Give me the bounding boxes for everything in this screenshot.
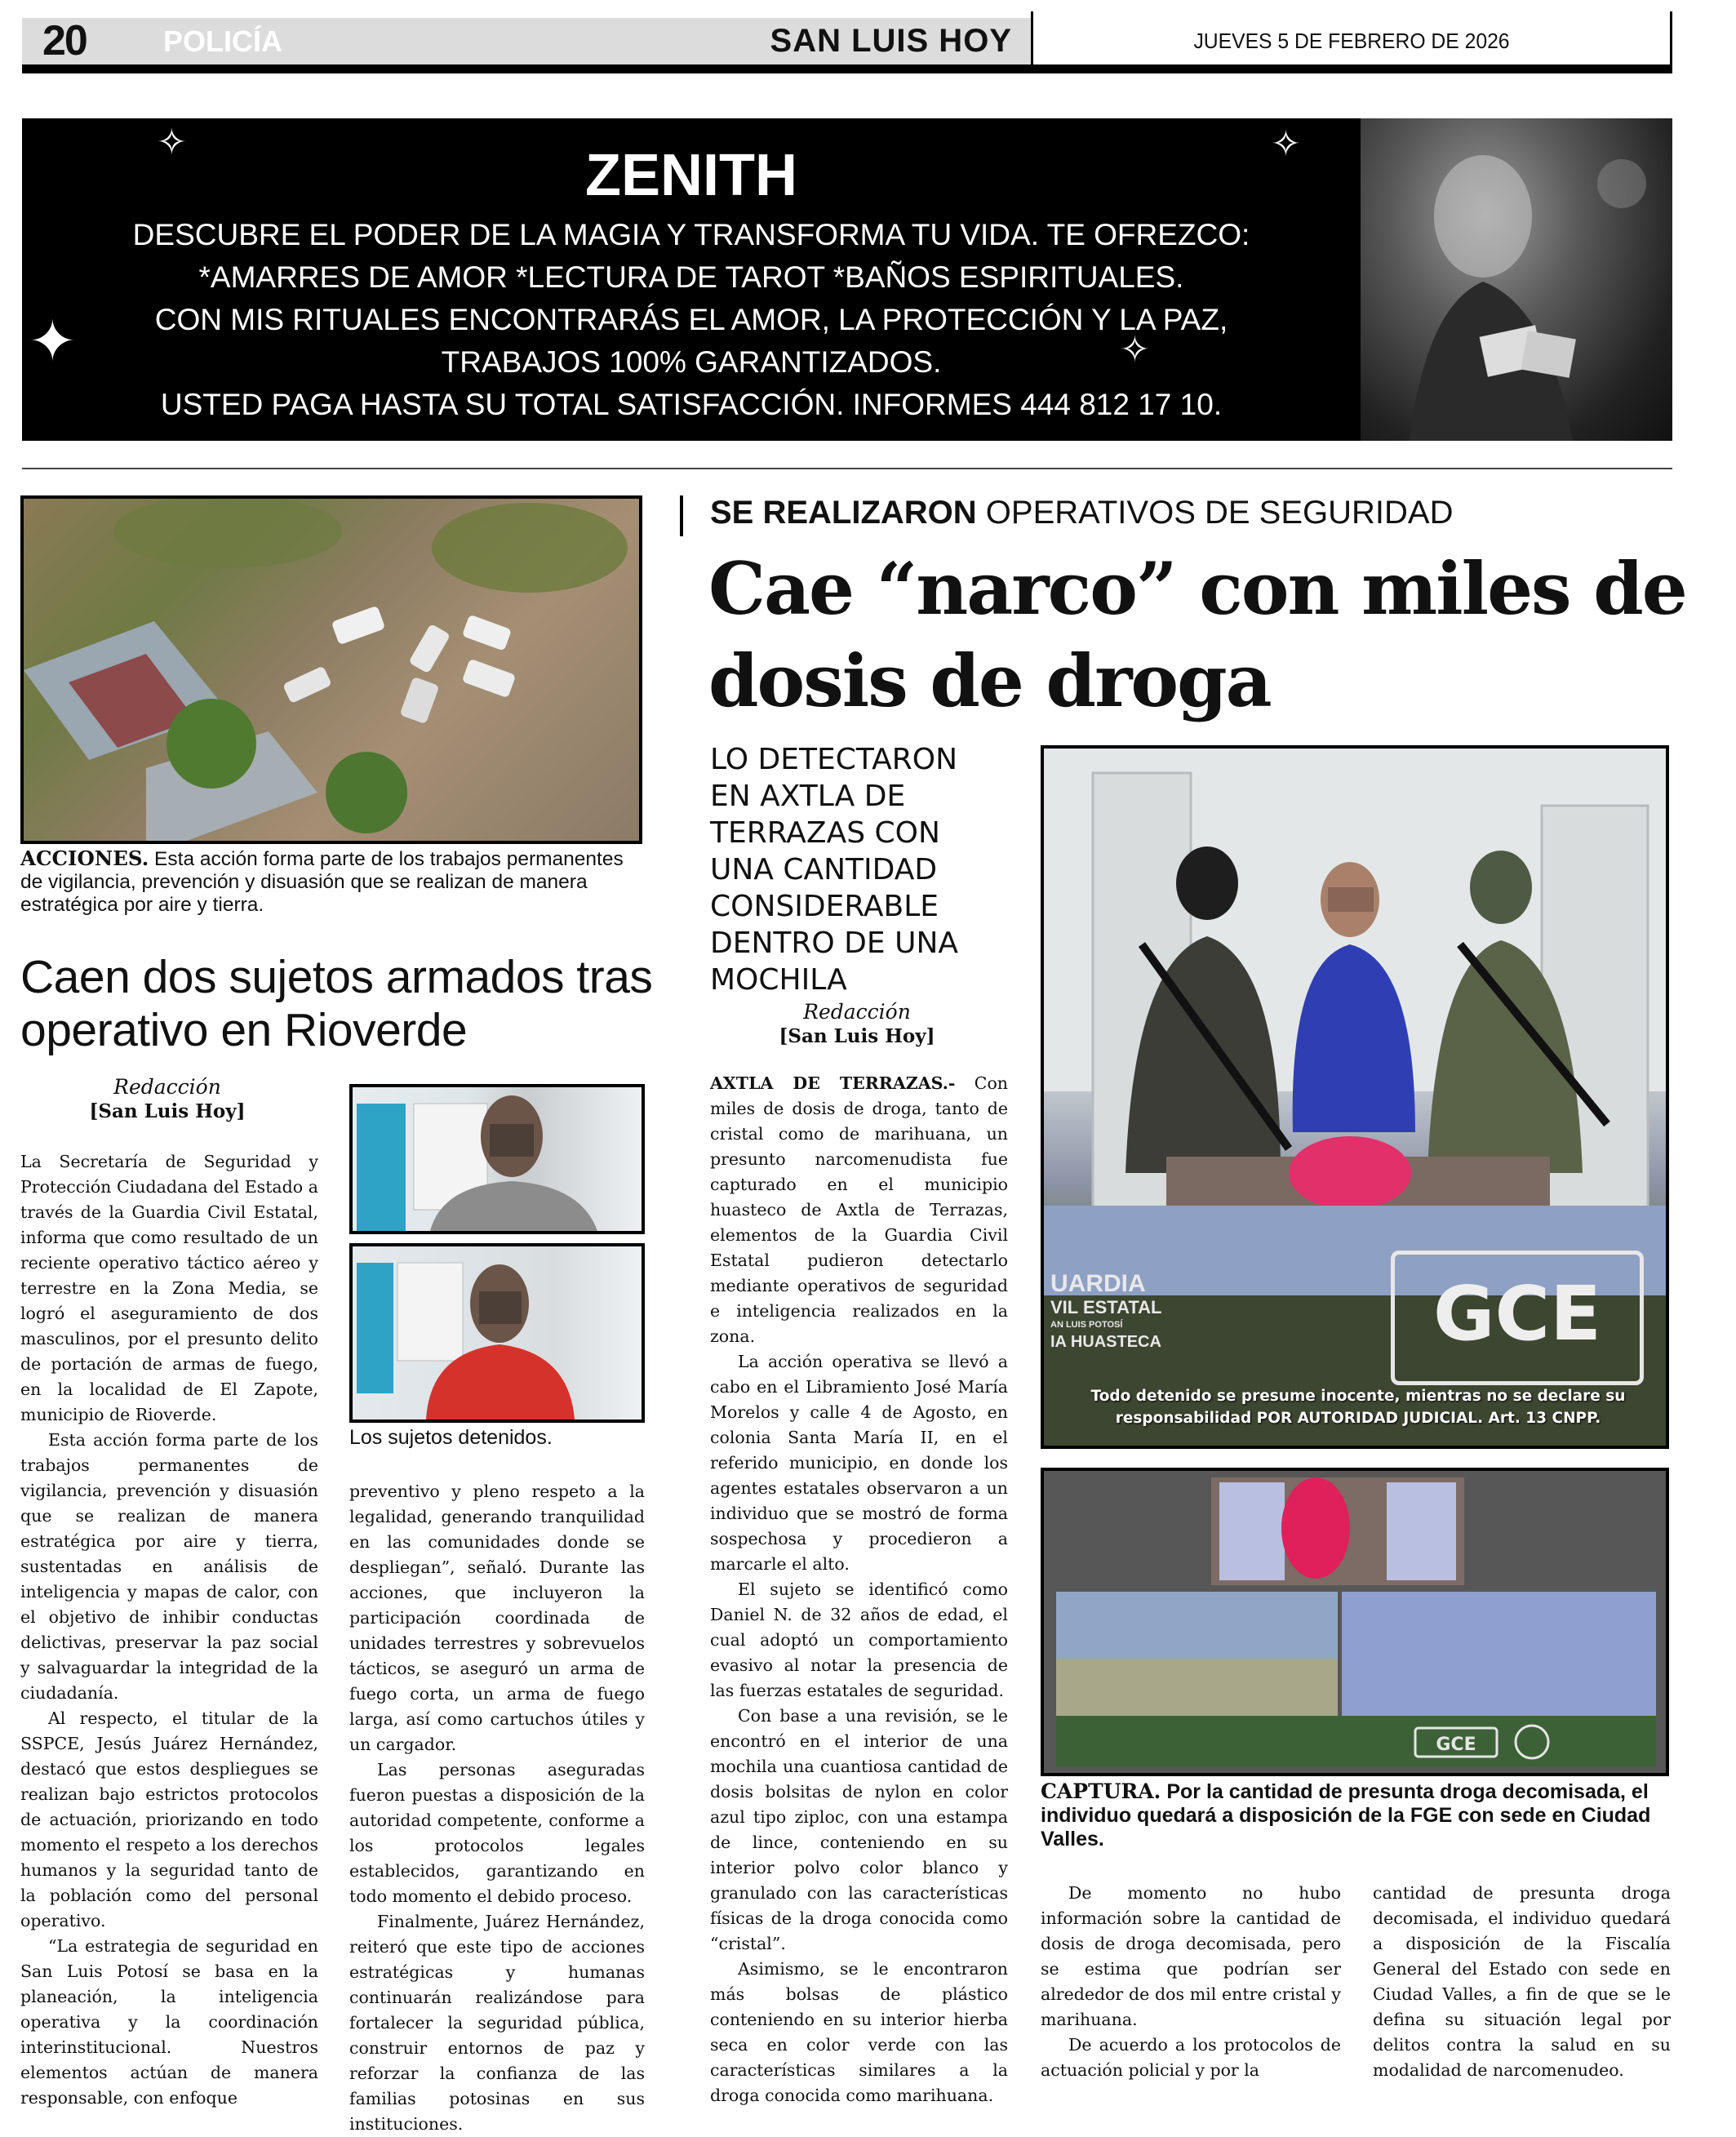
arrest-photo	[1041, 745, 1669, 1449]
sparkle-icon: ✧	[157, 122, 187, 162]
ad-line: *AMARRES DE AMOR *LECTURA DE TAROT *BAÑOS ESPIRITUALES.	[198, 260, 1184, 294]
gce-badge: GCE	[1391, 1251, 1644, 1385]
page-number: 20	[42, 17, 87, 64]
byline-source: [San Luis Hoy]	[779, 1025, 935, 1047]
fortune-teller-photo	[1361, 118, 1672, 441]
header-rule	[22, 64, 1672, 73]
suspect-photo-1	[349, 1084, 645, 1234]
left-story-column-2	[349, 1479, 645, 2137]
paragraph: preventivo y pleno respeto a la legalidad, generando tranquilidad en las comunidades donde se despliegan”, señaló. Durante las acciones, que incluyeron la participación coordinada de unidades terrestres y sobrevuelos tácticos, se aseguró un arma de fuego corta, un arma de fuego larga, así como cartuchos útiles y un cargador.	[349, 1482, 645, 1754]
seized-drugs-photo	[1041, 1468, 1669, 1776]
main-story-column-2	[1041, 1881, 1341, 2083]
suspect-figure	[353, 1246, 642, 1419]
suspect-photo-2	[349, 1243, 645, 1423]
dateline: AXTLA DE TERRAZAS.-	[710, 1073, 956, 1093]
paragraph: La acción operativa se llevó a cabo en el Libramiento José María Morelos y calle 4 de Agosto, en colonia Santa María II, en el referido municipio, en donde los agentes estatales observaron a un individuo que se mostró de forma sospechosa y procedieron a marcarle el alto.	[710, 1352, 1008, 1574]
ad-line: TRABAJOS 100% GARANTIZADOS.	[441, 345, 942, 379]
paragraph: “La estrategia de seguridad en San Luis Potosí se basa en la planeación, la inteligencia operativa y la coordinación interinstitucional. Nuestros elementos actúan de manera responsable, con enfoque	[20, 1936, 318, 2108]
main-story-byline	[710, 1000, 1004, 1049]
main-story-kicker	[710, 492, 1454, 533]
paragraph: cantidad de presunta droga decomisada, el individuo quedará a disposición de la Fiscalía General del Estado con sede en Ciudad Valles, a fin de que se le defina su situación legal por delitos contra la salud en su modalidad de narcomenudeo.	[1373, 1883, 1671, 2080]
paragraph	[710, 1071, 1008, 1349]
vest-line: AN LUIS POTOSÍ	[1050, 1320, 1123, 1330]
vest-text	[1050, 1271, 1161, 1353]
header-divider	[1031, 11, 1033, 73]
ad-title: ZENITH	[585, 143, 797, 208]
paragraph: La Secretaría de Seguridad y Protección Ciudadana del Estado a través de la Guardia Civil Estatal, informa que como resultado de un reciente operativo táctico aéreo y terrestre en la Zona Media, se logró el aseguramiento de dos masculinos, por el presunto delito de portación de armas de fuego, en la localidad de El Zapote, municipio de Rioverde.	[20, 1152, 318, 1424]
paragraph: De momento no hubo información sobre la cantidad de dosis de droga decomisada, pero se estima que podrían ser alrededor de dos mil entre cristal y marihuana.	[1041, 1883, 1341, 2029]
aerial-operation-photo	[20, 495, 642, 844]
ad-line: CON MIS RITUALES ENCONTRARÁS EL AMOR, LA PROTECCIÓN Y LA PAZ,	[154, 303, 1228, 336]
masthead: SAN LUIS HOY	[770, 23, 1012, 59]
paragraph: Con base a una revisión, se le encontró en el interior de una mochila una cuantiosa cantidad de dosis bolsitas de nylon en color azul tipo ziploc, con una estampa de lince, conteniendo en su interior polvo color blanco y granulado con las características físicas de la droga conocida como “cristal”.	[710, 1706, 1008, 1953]
ad-line: DESCUBRE EL PODER DE LA MAGIA Y TRANSFORMA TU VIDA. TE OFREZCO:	[132, 218, 1250, 251]
vest-line: VIL ESTATAL	[1050, 1297, 1162, 1317]
paragraph: Esta acción forma parte de los trabajos permanentes de vigilancia, prevención y disuasión que se realizan de manera estratégica por aire y tierra, sustentadas en análisis de inteligencia y mapas de calor, con el objetivo de inhibir conductas delictivas, preservar la paz social y salvaguardar la integridad de la ciudadanía.	[20, 1430, 318, 1703]
byline-role: Redacción	[113, 1075, 221, 1099]
section-name: POLICÍA	[163, 24, 283, 58]
header-right-border	[1670, 11, 1672, 73]
fortune-teller-illustration	[1361, 118, 1672, 441]
aerial-photo-caption	[20, 847, 645, 917]
paragraph: Al respecto, el titular de la SSPCE, Jesús Juárez Hernández, destacó que estos despliegues se realizan bajo estrictos protocolos de actuación, priorizando en todo momento el respeto a los derechos humanos y la seguridad tanto de la población como del personal operativo.	[20, 1708, 318, 1930]
sparkle-icon: ✦	[29, 311, 77, 374]
left-story-column-1	[20, 1149, 318, 2111]
suspect-figure	[353, 1087, 642, 1231]
story-divider	[680, 495, 683, 536]
main-story-headline: Cae “narco” con miles de dosis de droga	[708, 546, 1686, 723]
main-story-column-1	[710, 1071, 1008, 2108]
sparkle-icon: ✧	[1120, 330, 1150, 370]
caption-text: Esta acción forma parte de los trabajos permanentes de vigilancia, prevención y disuasión que se realizan de manera estratégica por aire y tierra.	[20, 848, 624, 916]
left-story-byline	[20, 1075, 314, 1124]
paragraph: De acuerdo a los protocolos de actuación policial y por la	[1041, 2035, 1341, 2080]
ad-line: USTED PAGA HASTA SU TOTAL SATISFACCIÓN. INFORMES 444 812 17 10.	[160, 388, 1223, 421]
paragraph: El sujeto se identificó como Daniel N. de 32 años de edad, el cual adoptó un comportamiento evasivo al notar la presencia de las fuerzas estatales de seguridad.	[710, 1579, 1008, 1700]
section-rule	[22, 468, 1672, 469]
suspects-caption: Los sujetos detenidos.	[349, 1426, 553, 1449]
caption-lead: ACCIONES.	[20, 846, 149, 870]
publication-date: JUEVES 5 DE FEBRERO DE 2026	[1193, 29, 1510, 53]
paragraph: Las personas aseguradas fueron puestas a disposición de la autoridad competente, conforme a los protocolos legales establecidos, garantizando en todo momento el debido proceso.	[349, 1760, 645, 1906]
vest-line: UARDIA	[1050, 1270, 1146, 1297]
main-story-deck: LO DETECTARON EN AXTLA DE TERRAZAS CON UNA CANTIDAD CONSIDERABLE DENTRO DE UNA MOCHILA	[710, 743, 958, 997]
left-story-headline: Caen dos sujetos armados tras operativo en Rioverde	[20, 951, 653, 1056]
presumption-of-innocence-notice: Todo detenido se presume inocente, mientras no se declare su responsabilidad POR AUTORIDAD JUDICIAL. Art. 13 CNPP.	[1090, 1388, 1626, 1427]
vest-line: IA HUASTECA	[1050, 1333, 1161, 1351]
sparkle-icon: ✧	[1271, 124, 1301, 164]
gce-logo-text: GCE	[1436, 1735, 1476, 1755]
byline-source: [San Luis Hoy]	[89, 1100, 246, 1122]
kicker-bold: SE REALIZARON	[710, 495, 977, 531]
aerial-scene	[24, 499, 639, 841]
caption-text: Por la cantidad de presunta droga decomisada, el individuo quedará a disposición de la FGE con sede en Ciudad Valles.	[1041, 1780, 1651, 1850]
paragraph: Asimismo, se le encontraron más bolsas de plástico conteniendo en su interior hierba seca en color verde con las características similares a la droga conocida como marihuana.	[710, 1959, 1008, 2105]
main-story-column-3	[1373, 1881, 1671, 2083]
paragraph: Finalmente, Juárez Hernández, reiteró que este tipo de acciones estratégicas y humanas continuarán realizándose para fortalecer la seguridad pública, construir entornos de paz y reforzar la confianza de las familias potosinas en sus instituciones.	[349, 1912, 645, 2134]
advertisement	[22, 118, 1672, 441]
kicker-rest: OPERATIVOS DE SEGURIDAD	[976, 495, 1454, 531]
caption-lead: CAPTURA.	[1041, 1779, 1161, 1803]
paragraph-text: Con miles de dosis de droga, tanto de cristal como de marihuana, un presunto narcomenudista fue capturado en el municipio huasteco de Axtla de Terrazas, elementos de la Guardia Civil Estatal pudieron detectarlo mediante operativos de seguridad e inteligencia realizados en la zona.	[710, 1073, 1009, 1346]
drug-photo-caption	[1041, 1779, 1669, 1851]
byline-role: Redacción	[803, 1000, 911, 1024]
seized-drugs-scene	[1044, 1471, 1666, 1773]
